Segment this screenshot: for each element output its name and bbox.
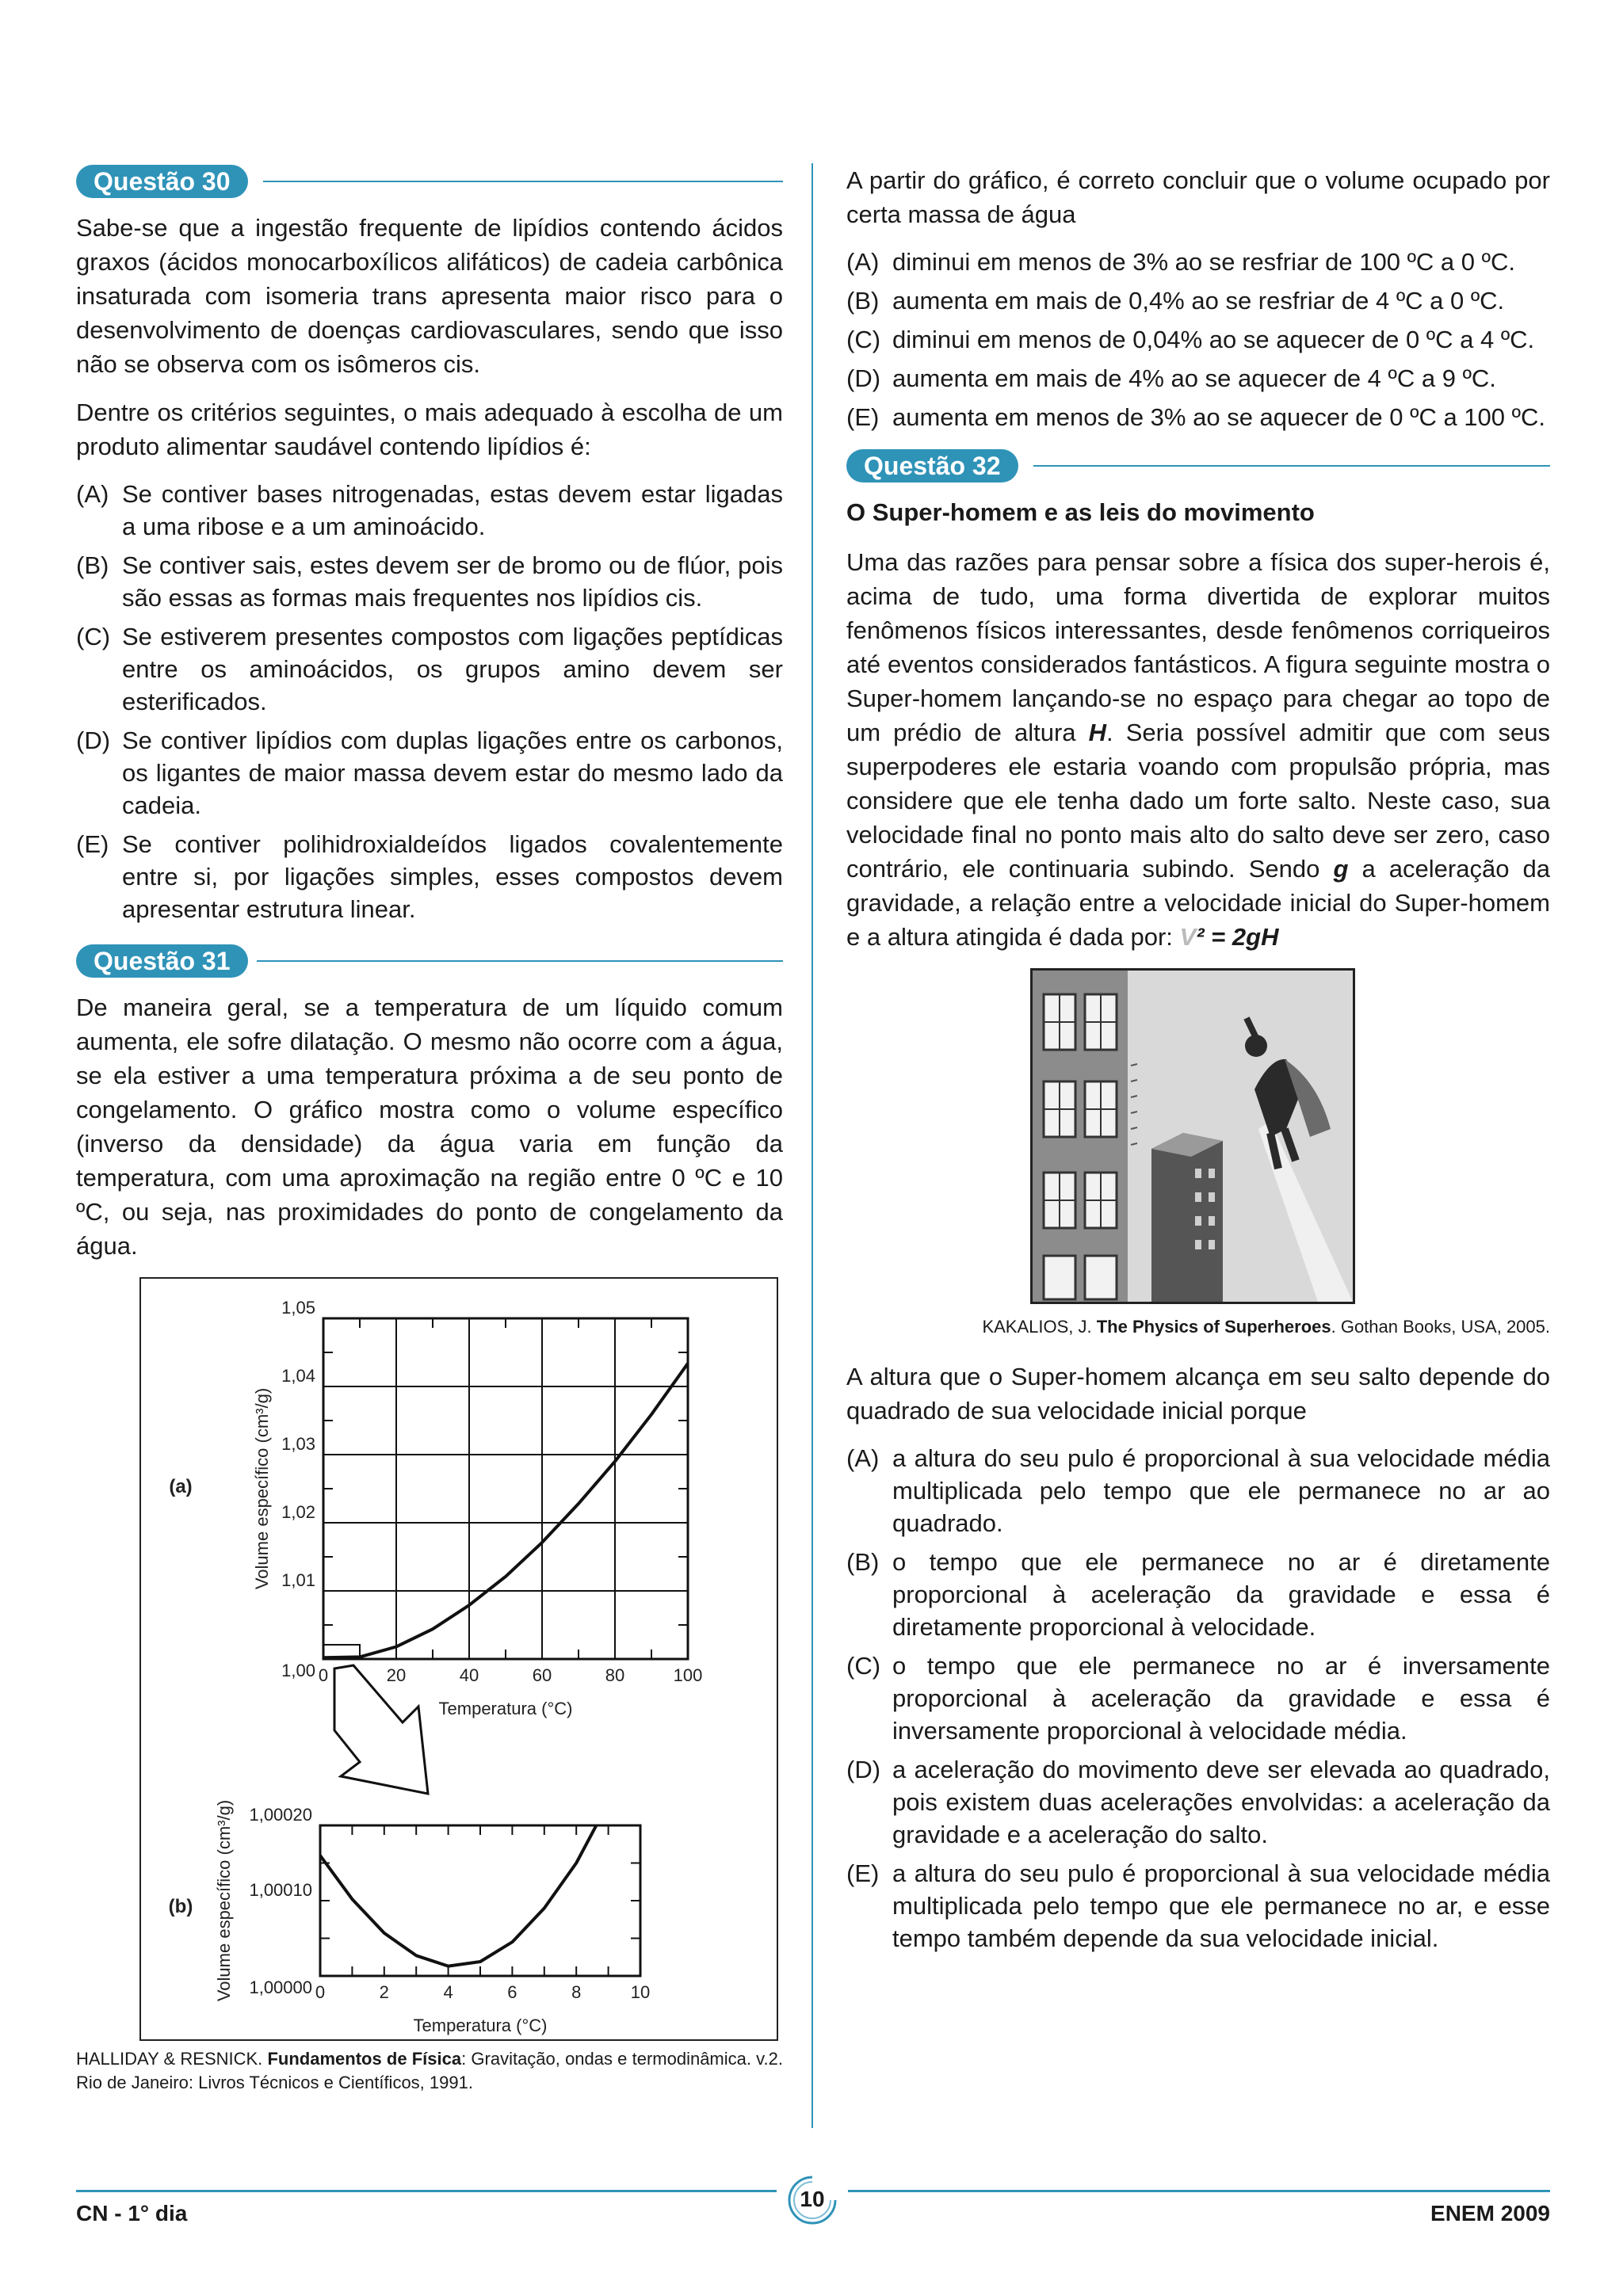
chart-b-panel-label: (b) — [168, 1896, 193, 1917]
question-30-header — [76, 163, 783, 200]
q32-options — [846, 1442, 1550, 1955]
chart-a-x-tick-label: 80 — [605, 1665, 625, 1685]
right-column — [846, 163, 1550, 1969]
question-31-header — [76, 943, 783, 979]
q32-option-b[interactable]: (B) o tempo que ele permanece no ar é diretamente proporcional à aceleração da gravidade e essa é diretamente proporcional à velocidade. — [846, 1548, 1550, 1641]
q32-option-e[interactable]: (E) a altura do seu pulo é proporcional à sua velocidade média multiplicada pelo tempo que ele permanece no ar, e esse tempo também depende da sua velocidade inicial. — [846, 1859, 1550, 1952]
chart-a-x-tick-label: 20 — [386, 1665, 407, 1685]
question-32-header — [846, 448, 1550, 484]
chart-b-x-tick-label: 2 — [379, 1982, 389, 2002]
footer-left-label: CN - 1° dia — [76, 2201, 188, 2225]
chart-b-y-tick-label: 1,00000 — [249, 1978, 312, 1997]
q32-subtitle: O Super-homem e as leis do movimento — [846, 498, 1315, 526]
chart-b-x-axis-label: Temperatura (°C) — [413, 2016, 548, 2035]
q31-option-a[interactable]: (A) diminui em menos de 3% ao se resfriar de 100 ºC a 0 ºC. — [846, 248, 1515, 276]
chart-a-x-tick-label: 0 — [318, 1665, 329, 1685]
water-volume-chart — [139, 1277, 778, 2041]
chart-b-frame — [320, 1825, 640, 1976]
footer-line-left — [76, 2190, 777, 2192]
chart-a-y-tick-label: 1,05 — [281, 1298, 315, 1318]
footer-line-right — [848, 2190, 1550, 2192]
question-31-label: Questão 31 — [76, 944, 248, 978]
q32-option-a[interactable]: (A) a altura do seu pulo é proporcional à sua velocidade média multiplicada pelo tempo que ele permanece no ar ao quadrado. — [846, 1444, 1550, 1537]
question-30-label: Questão 30 — [76, 165, 248, 198]
q32-citation: KAKALIOS, J. The Physics of Superheroes. Gothan Books, USA, 2005. — [982, 1317, 1550, 1337]
zoom-arrow-icon — [334, 1665, 428, 1794]
q30-options — [76, 478, 783, 925]
chart-a-y-tick-label: 1,02 — [281, 1502, 315, 1522]
chart-a-y-tick-label: 1,01 — [281, 1570, 315, 1590]
chart-b-x-tick-label: 0 — [315, 1982, 326, 2002]
chart-b-x-tick-label: 4 — [443, 1982, 453, 2002]
chart-b-x-tick-label: 8 — [571, 1982, 582, 2002]
chart-b-y-axis-label: Volume específico (cm³/g) — [214, 1799, 234, 2002]
q30-option-c[interactable]: (C) Se estiverem presentes compostos com ligações peptídicas entre os aminoácidos, os grupos amino devem ser esterificados. — [76, 623, 783, 715]
superman-illustration — [1030, 968, 1355, 1304]
chart-a-x-tick-label: 60 — [532, 1665, 552, 1685]
q31-option-c[interactable]: (C) diminui em menos de 0,04% ao se aquecer de 0 ºC a 4 ºC. — [846, 326, 1535, 353]
q31-paragraph-2: A partir do gráfico, é correto concluir que o volume ocupado por certa massa de água — [846, 166, 1550, 228]
chart-a-y-axis-label: Volume específico (cm³/g) — [252, 1387, 272, 1590]
question-32-label: Questão 32 — [846, 449, 1018, 482]
q31-citation: HALLIDAY & RESNICK. Fundamentos de Física: Gravitação, ondas e termodinâmica. v.2. Rio de Janeiro: Livros Técnicos e Científicos, 1991. — [76, 2049, 783, 2092]
chart-a-y-tick-label: 1,00 — [281, 1661, 315, 1680]
chart-b-x-tick-label: 6 — [507, 1982, 517, 2002]
chart-a-x-tick-label: 100 — [673, 1665, 703, 1685]
q30-option-e[interactable]: (E) Se contiver polihidroxialdeídos ligados covalentemente entre si, por ligações simples, esses compostos devem apresentar estrutura linear. — [76, 830, 783, 923]
chart-b-x-tick-label: 10 — [630, 1982, 651, 2002]
q31-option-e[interactable]: (E) aumenta em menos de 3% ao se aquecer de 0 ºC a 100 ºC. — [846, 403, 1545, 431]
chart-a-x-axis-label: Temperatura (°C) — [438, 1699, 573, 1718]
q31-options — [846, 246, 1550, 433]
q30-option-d[interactable]: (D) Se contiver lipídios com duplas ligações entre os carbonos, os ligantes de maior massa devem estar do mesmo lado da cadeia. — [76, 727, 783, 819]
q30-option-a[interactable]: (A) Se contiver bases nitrogenadas, estas devem estar ligadas a uma ribose e a um aminoácido. — [76, 480, 783, 540]
q32-paragraph-2: A altura que o Super-homem alcança em seu salto depende do quadrado de sua velocidade inicial porque — [846, 1363, 1550, 1425]
q30-option-b[interactable]: (B) Se contiver sais, estes devem ser de bromo ou de flúor, pois são essas as formas mais frequentes nos lipídios cis. — [76, 551, 783, 612]
q30-paragraph-1: Sabe-se que a ingestão frequente de lipídios contendo ácidos graxos (ácidos monocarboxílicos alifáticos) de cadeia carbônica insaturada com isomeria trans apresenta maior risco para o desenvolvimento de doenças cardiovasculares, sendo que isso não se observa com os isômeros cis. — [76, 214, 783, 378]
chart-a-series-line — [323, 1363, 688, 1658]
chart-a-frame — [323, 1318, 688, 1659]
q30-paragraph-2: Dentre os critérios seguintes, o mais adequado à escolha de um produto alimentar saudável contendo lipídios é: — [76, 399, 783, 460]
chart-a-y-tick-label: 1,04 — [281, 1366, 315, 1386]
page-number: 10 — [800, 2187, 825, 2211]
column-divider — [812, 163, 813, 2128]
footer-right-label: ENEM 2009 — [1430, 2201, 1550, 2225]
chart-b-y-tick-label: 1,00020 — [249, 1805, 312, 1825]
chart-svg — [141, 1279, 777, 2039]
chart-a-x-tick-label: 40 — [459, 1665, 479, 1685]
chart-a-y-tick-label: 1,03 — [281, 1434, 315, 1454]
q32-option-c[interactable]: (C) o tempo que ele permanece no ar é inversamente proporcional à aceleração da gravidade e essa é inversamente proporcional à velocidade média. — [846, 1652, 1550, 1745]
left-column — [76, 163, 783, 2095]
q31-option-b[interactable]: (B) aumenta em mais de 0,4% ao se resfriar de 4 ºC a 0 ºC. — [846, 287, 1505, 315]
chart-b-y-tick-label: 1,00010 — [249, 1880, 312, 1900]
q31-option-d[interactable]: (D) aumenta em mais de 4% ao se aquecer de 4 ºC a 9 ºC. — [846, 364, 1496, 392]
chart-a-panel-label: (a) — [169, 1476, 193, 1497]
q31-paragraph-1: De maneira geral, se a temperatura de um líquido comum aumenta, ele sofre dilatação. O mesmo não ocorre com a água, se ela estiver a uma temperatura próxima a de seu ponto de congelamento. O gráfico mostra como o volume específico (inverso da densidade) da água varia em função da temperatura, com uma aproximação na região entre 0 ºC e 10 ºC, ou seja, nas proximidades do ponto de congelamento da água. — [76, 994, 783, 1260]
q32-option-d[interactable]: (D) a aceleração do movimento deve ser elevada ao quadrado, pois existem duas acelerações envolvidas: a aceleração da gravidade e a aceleração do salto. — [846, 1756, 1550, 1848]
superman-building-drawing — [1033, 971, 1353, 1302]
q32-paragraph-1: Uma das razões para pensar sobre a física dos super-herois é, acima de tudo, uma forma divertida de explorar muitos fenômenos físicos interessantes, desde fenômenos corriqueiros até eventos considerados fantásticos. A figura seguinte mostra o Super-homem lançando-se no espaço para chegar ao topo de um prédio de altura H. Seria possível admitir que com seus superpoderes ele estaria voando com propulsão própria, mas considere que ele tenha dado um forte salto. Neste caso, sua velocidade final no ponto mais alto do salto deve ser zero, caso contrário, ele continuaria subindo. Sendo g a aceleração da gravidade, a relação entre a velocidade inicial do Super-homem e a altura atingida é dada por: V² = 2gH — [846, 548, 1550, 951]
